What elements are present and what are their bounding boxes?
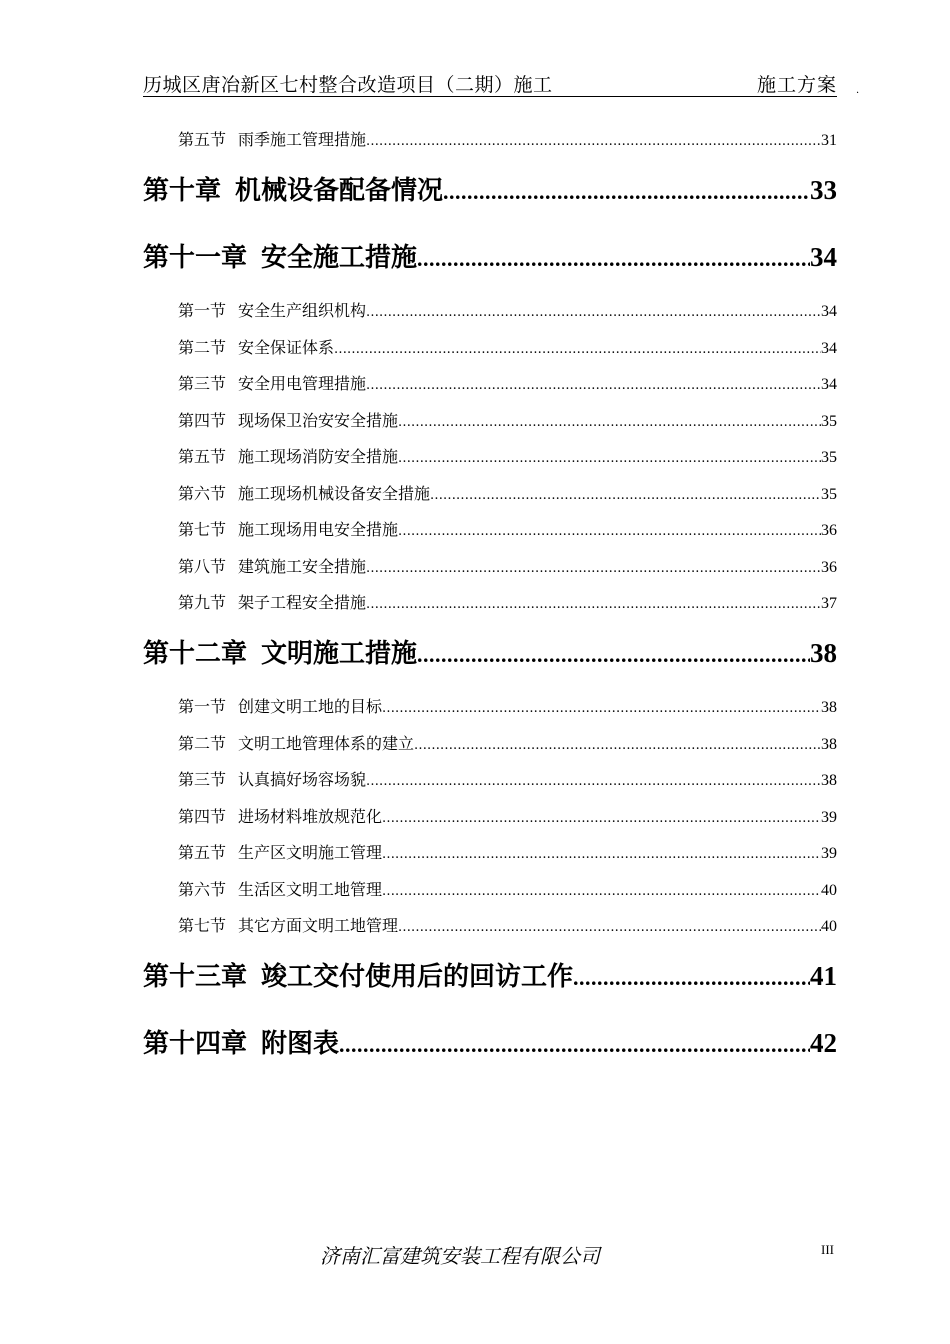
toc-leader-dots — [398, 920, 821, 935]
toc-leader-dots — [366, 561, 821, 576]
toc-entry-section[interactable]: 第七节 施工现场用电安全措施 ..... 36 — [178, 517, 837, 539]
toc-leader-dots — [366, 378, 821, 393]
toc-entry-chapter[interactable]: 第十章 机械设备配备情况 ..... 33 — [143, 170, 837, 206]
toc-entry-section[interactable]: 第一节 创建文明工地的目标 ..... 38 — [178, 694, 837, 716]
toc-page-number: 37 — [821, 595, 837, 612]
toc-entry-section[interactable]: 第一节 安全生产组织机构 ..... 34 — [178, 298, 837, 320]
toc-leader-dots — [398, 415, 821, 430]
toc-entry-section[interactable]: 第五节 生产区文明施工管理 ..... 39 — [178, 840, 837, 862]
toc-page-number: 33 — [810, 175, 837, 205]
toc-leader-dots — [339, 1032, 810, 1058]
toc-page-number: 35 — [821, 486, 837, 503]
toc-leader-dots — [382, 884, 821, 899]
header-doc-type: 施工方案 — [756, 74, 837, 96]
toc-leader-dots — [366, 597, 821, 612]
toc-entry-section[interactable]: 第七节 其它方面文明工地管理 ..... 40 — [178, 913, 837, 935]
toc-page-number: 40 — [821, 882, 837, 899]
toc-page-number: 35 — [821, 413, 837, 430]
toc-page-number: 42 — [810, 1028, 837, 1058]
toc-page-number: 38 — [810, 638, 837, 668]
toc-page-number: 36 — [821, 559, 837, 576]
toc-leader-dots — [417, 642, 810, 668]
toc-page-number: 39 — [821, 845, 837, 862]
toc-page-number: 38 — [821, 736, 837, 753]
toc-entry-section[interactable]: 第九节 架子工程安全措施 ..... 37 — [178, 590, 837, 612]
toc-leader-dots — [443, 179, 810, 205]
toc-entry-section[interactable]: 第六节 施工现场机械设备安全措施 ..... 35 — [178, 481, 837, 503]
toc-entry-chapter[interactable]: 第十一章 安全施工措施 ..... 34 — [143, 237, 837, 273]
toc-entry-section[interactable]: 第二节 安全保证体系 ..... 34 — [178, 335, 837, 357]
toc-leader-dots — [398, 524, 821, 539]
toc-entry-section[interactable]: 第五节 施工现场消防安全措施 ..... 35 — [178, 444, 837, 466]
toc-leader-dots — [366, 305, 821, 320]
toc-entry-section[interactable]: 第三节 安全用电管理措施 ..... 34 — [178, 371, 837, 393]
toc-leader-dots — [366, 134, 821, 149]
header-project-title: 历城区唐冶新区七村整合改造项目（二期）施工 — [143, 74, 553, 96]
toc-leader-dots — [366, 774, 821, 789]
footer-page-number: III — [821, 1242, 834, 1257]
toc-leader-dots — [398, 451, 821, 466]
toc-entry-section[interactable]: 第三节 认真搞好场容场貌 ..... 38 — [178, 767, 837, 789]
page-header — [143, 66, 837, 97]
toc-entry-section[interactable]: 第六节 生活区文明工地管理 ..... 40 — [178, 877, 837, 899]
toc-leader-dots — [573, 965, 810, 991]
header-mark: · — [856, 88, 860, 99]
toc-leader-dots — [382, 847, 821, 862]
toc-page-number: 34 — [821, 303, 837, 320]
toc-entry-section[interactable]: 第四节 现场保卫治安安全措施 ..... 35 — [178, 408, 837, 430]
toc-entry-chapter[interactable]: 第十四章 附图表 ..... 42 — [143, 1023, 837, 1059]
toc-leader-dots — [382, 701, 821, 716]
toc-entry-chapter[interactable]: 第十二章 文明施工措施 ..... 38 — [143, 633, 837, 669]
toc-entry-section[interactable]: 第二节 文明工地管理体系的建立 ..... 38 — [178, 731, 837, 753]
toc-page-number: 38 — [821, 772, 837, 789]
toc-entry-section[interactable]: 第四节 进场材料堆放规范化 ..... 39 — [178, 804, 837, 826]
toc-leader-dots — [382, 811, 821, 826]
toc-entry-chapter[interactable]: 第十三章 竣工交付使用后的回访工作 ..... 41 — [143, 956, 837, 992]
toc-page-number: 35 — [821, 449, 837, 466]
toc-page-number: 34 — [810, 242, 837, 272]
toc-leader-dots — [414, 738, 821, 753]
toc-page-number: 34 — [821, 340, 837, 357]
toc-leader-dots — [334, 342, 821, 357]
toc-entry-section[interactable]: 第八节 建筑施工安全措施 ..... 36 — [178, 554, 837, 576]
toc-leader-dots — [417, 246, 810, 272]
toc-page-number: 41 — [810, 961, 837, 991]
footer-company-name: 济南汇富建筑安装工程有限公司 — [320, 1244, 600, 1268]
toc-page-number: 31 — [821, 132, 837, 149]
toc-page-number: 36 — [821, 522, 837, 539]
toc-page-number: 39 — [821, 809, 837, 826]
toc-page-number: 40 — [821, 918, 837, 935]
toc-entry-section[interactable]: 第五节 雨季施工管理措施 ..... 31 — [178, 127, 837, 149]
toc-page-number: 34 — [821, 376, 837, 393]
toc-leader-dots — [430, 488, 821, 503]
toc-page-number: 38 — [821, 699, 837, 716]
